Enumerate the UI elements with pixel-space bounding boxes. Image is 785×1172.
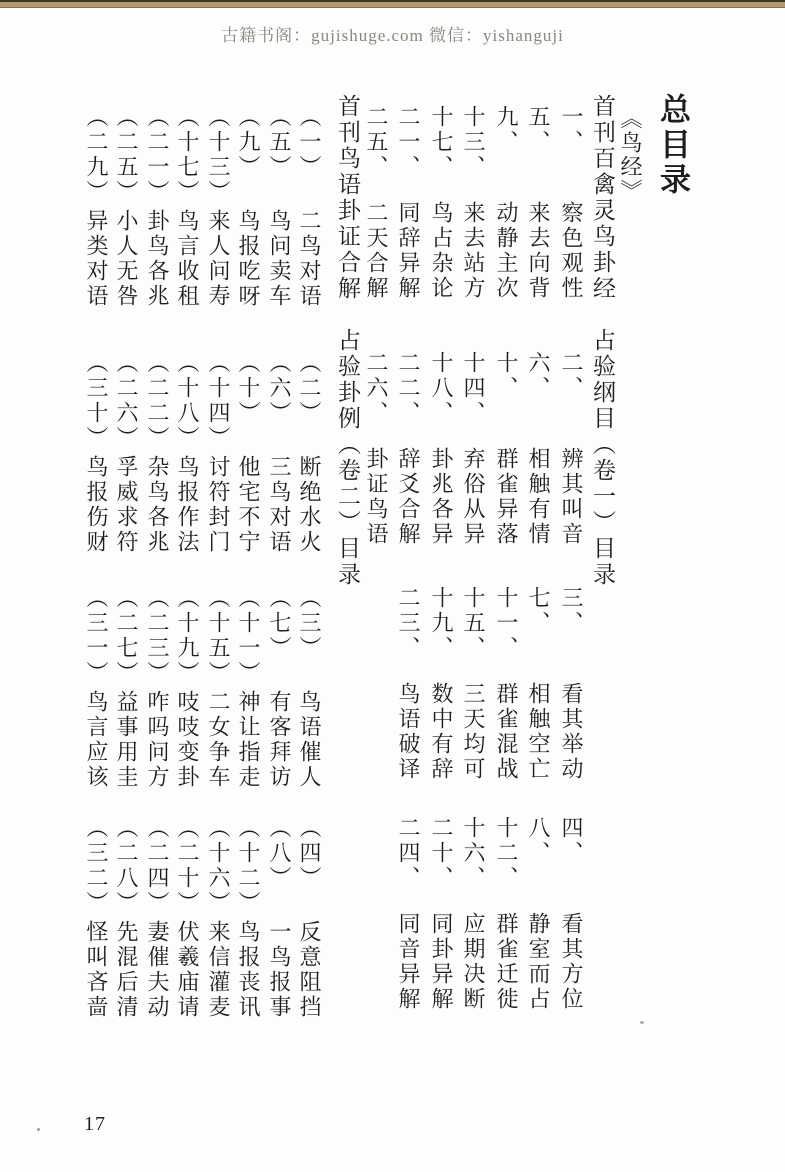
- entry-number: 二一、: [396, 105, 421, 180]
- entry-number: （二九）: [84, 105, 109, 205]
- entry-number: 一、: [559, 105, 584, 155]
- toc-entry: [172, 586, 203, 790]
- entry-number: 二二、: [396, 351, 421, 426]
- entry-number: 四、: [559, 816, 584, 866]
- entry-number: （二七）: [114, 586, 139, 686]
- toc-entry: [203, 816, 234, 1020]
- ink-speck: [37, 1128, 40, 1131]
- entry-title: 卦鸟各兆: [145, 209, 170, 309]
- toc-entry: [142, 816, 173, 1020]
- entry-number: 五、: [526, 105, 551, 155]
- entry-number: （九）: [236, 105, 261, 180]
- toc-entry: [111, 105, 142, 309]
- toc-entry: [523, 105, 554, 301]
- toc-entry: [142, 105, 173, 309]
- entry-title: 来去向背: [526, 201, 551, 301]
- entry-title: 群雀迁徙: [494, 912, 519, 1012]
- entry-title: 数中有辞: [429, 682, 454, 782]
- entry-number: 七、: [526, 586, 551, 636]
- entry-number: （二八）: [114, 816, 139, 916]
- entry-number: （二十）: [175, 816, 200, 916]
- entry-title: 静室而占: [526, 912, 551, 1012]
- entry-title: 鸟言收租: [175, 209, 200, 309]
- entry-number: 十七、: [429, 105, 454, 180]
- entry-title: 神让指走: [236, 690, 261, 790]
- entry-number: （五）: [267, 105, 292, 180]
- entry-title: 吱吱变卦: [175, 690, 200, 790]
- entry-number: （二一）: [145, 105, 170, 205]
- entry-number: （十七）: [175, 105, 200, 205]
- entry-number: 十九、: [429, 586, 454, 661]
- entry-title: 察色观性: [559, 201, 584, 301]
- entry-number: 六、: [526, 351, 551, 401]
- entry-number: （七）: [267, 586, 292, 661]
- toc-entry: [556, 816, 587, 1012]
- entry-number: （二五）: [114, 105, 139, 205]
- toc-entry: [81, 105, 112, 309]
- entry-number: （十三）: [206, 105, 231, 205]
- entry-title: 小人无咎: [114, 209, 139, 309]
- toc-entry: [203, 586, 234, 790]
- page-top-border: [0, 0, 785, 8]
- toc-entry: [111, 351, 142, 555]
- entry-title: 咋吗问方: [145, 690, 170, 790]
- entry-title: 鸟报丧讯: [236, 920, 261, 1020]
- book-title: 《鸟经》: [618, 107, 643, 203]
- entry-title: 二天合解: [364, 201, 389, 301]
- entry-title: 妻催夫动: [145, 920, 170, 1020]
- toc-entry: [556, 586, 587, 782]
- entry-title: 来信灌麦: [206, 920, 231, 1020]
- entry-title: 鸟语催人: [297, 690, 322, 790]
- toc-entry: [233, 816, 264, 1020]
- entry-title: 孚威求符: [114, 455, 139, 555]
- entry-title: 鸟报伤财: [84, 455, 109, 555]
- toc-entry: [233, 586, 264, 790]
- toc-entry: [142, 351, 173, 555]
- entry-title: 三天均可: [461, 682, 486, 782]
- entry-number: 十二、: [494, 816, 519, 891]
- entry-number: 十六、: [461, 816, 486, 891]
- watermark-header: 古籍书阁：gujishuge.com 微信：yishanguji: [221, 26, 564, 45]
- toc-entry: [172, 816, 203, 1020]
- entry-number: （六）: [267, 351, 292, 426]
- entry-number: 十三、: [461, 105, 486, 180]
- entry-title: 讨符封门: [206, 455, 231, 555]
- toc-entry: [361, 105, 392, 301]
- toc-entry: [172, 351, 203, 555]
- toc-entry: [426, 586, 457, 782]
- toc-entry: [426, 105, 457, 301]
- entry-number: （四）: [297, 816, 322, 891]
- toc-entry: [491, 586, 522, 782]
- entry-number: （十九）: [175, 586, 200, 686]
- entry-number: （一）: [297, 105, 322, 180]
- entry-number: 二十、: [429, 816, 454, 891]
- entry-number: （三十）: [84, 351, 109, 451]
- toc-entry: [294, 105, 325, 309]
- entry-number: （十一）: [236, 586, 261, 686]
- entry-title: 卦兆各异: [429, 447, 454, 547]
- entry-title: 异类对语: [84, 209, 109, 309]
- toc-entry: [426, 351, 457, 547]
- entry-number: （十四）: [206, 351, 231, 451]
- entry-title: 辨其叫音: [559, 447, 584, 547]
- entry-title: 群雀异落: [494, 447, 519, 547]
- entry-title: 断绝水火: [297, 455, 322, 555]
- entry-title: 动静主次: [494, 201, 519, 301]
- page-number: 17: [84, 1113, 106, 1135]
- entry-number: 十一、: [494, 586, 519, 661]
- toc-entry: [81, 351, 112, 555]
- entry-title: 鸟问卖车: [267, 209, 292, 309]
- entry-title: 来去站方: [461, 201, 486, 301]
- ink-speck: [640, 1021, 644, 1024]
- entry-number: （二）: [297, 351, 322, 426]
- entry-title: 同音异解: [396, 912, 421, 1012]
- toc-entry: [111, 816, 142, 1020]
- entry-title: 鸟占杂论: [429, 201, 454, 301]
- toc-entry: [111, 586, 142, 790]
- toc-title: 总目录: [655, 93, 690, 198]
- entry-title: 三鸟对语: [267, 455, 292, 555]
- toc-entry: [361, 351, 392, 547]
- entry-number: （十六）: [206, 816, 231, 916]
- entry-number: 十八、: [429, 351, 454, 426]
- entry-title: 反意阻挡: [297, 920, 322, 1020]
- toc-entry: [142, 586, 173, 790]
- entry-number: 二四、: [396, 816, 421, 891]
- toc-entry: [523, 351, 554, 547]
- entry-title: 益事用圭: [114, 690, 139, 790]
- toc-entry: [426, 816, 457, 1012]
- toc-entry: [203, 105, 234, 309]
- entry-title: 鸟言应该: [84, 690, 109, 790]
- toc-entry: [233, 351, 264, 555]
- entry-number: （十）: [236, 351, 261, 426]
- toc-entry: [458, 586, 489, 782]
- entry-number: 十五、: [461, 586, 486, 661]
- toc-entry: [491, 105, 522, 301]
- entry-number: （二四）: [145, 816, 170, 916]
- toc-entry: [491, 816, 522, 1012]
- entry-number: 十四、: [461, 351, 486, 426]
- entry-title: 有客拜访: [267, 690, 292, 790]
- entry-number: 二三、: [396, 586, 421, 661]
- entry-title: 来人问寿: [206, 209, 231, 309]
- toc-entry: [203, 351, 234, 555]
- toc-entry: [393, 351, 424, 547]
- toc-entry: [264, 816, 295, 1020]
- toc-entry: [458, 816, 489, 1012]
- entry-title: 同辞异解: [396, 201, 421, 301]
- entry-number: 九、: [494, 105, 519, 155]
- entry-number: （二二）: [145, 351, 170, 451]
- entry-title: 应期决断: [461, 912, 486, 1012]
- toc-entry: [294, 586, 325, 790]
- entry-title: 鸟报吃呀: [236, 209, 261, 309]
- toc-entry: [491, 351, 522, 547]
- toc-entry: [294, 351, 325, 555]
- entry-title: 鸟报作法: [175, 455, 200, 555]
- section2-heading: 首刊鸟语卦证合解 占验卦例（卷二）目录: [335, 94, 360, 588]
- toc-entry: [233, 105, 264, 309]
- entry-title: 怪叫吝啬: [84, 920, 109, 1020]
- entry-title: 看其方位: [559, 912, 584, 1012]
- entry-title: 二女争车: [206, 690, 231, 790]
- toc-entry: [393, 586, 424, 782]
- toc-entry: [523, 816, 554, 1012]
- toc-entry: [556, 105, 587, 301]
- entry-number: （八）: [267, 816, 292, 891]
- entry-title: 一鸟报事: [267, 920, 292, 1020]
- entry-number: （十五）: [206, 586, 231, 686]
- toc-entry: [294, 816, 325, 1020]
- toc-entry: [172, 105, 203, 309]
- toc-entry: [458, 105, 489, 301]
- entry-number: （三一）: [84, 586, 109, 686]
- entry-title: 辞爻合解: [396, 447, 421, 547]
- entry-number: （二三）: [145, 586, 170, 686]
- entry-number: 八、: [526, 816, 551, 866]
- toc-entry: [458, 351, 489, 547]
- toc-entry: [523, 586, 554, 782]
- entry-title: 二鸟对语: [297, 209, 322, 309]
- entry-title: 同卦异解: [429, 912, 454, 1012]
- entry-title: 群雀混战: [494, 682, 519, 782]
- entry-title: 先混后清: [114, 920, 139, 1020]
- entry-title: 卦证鸟语: [364, 447, 389, 547]
- entry-number: 二、: [559, 351, 584, 401]
- entry-title: 弃俗从异: [461, 447, 486, 547]
- toc-entry: [264, 586, 295, 790]
- entry-title: 杂鸟各兆: [145, 455, 170, 555]
- entry-title: 鸟语破译: [396, 682, 421, 782]
- entry-number: 二五、: [364, 105, 389, 180]
- toc-entry: [264, 105, 295, 309]
- section1-heading: 首刊百禽灵鸟卦经 占验纲目（卷一）目录: [590, 94, 615, 588]
- toc-entry: [81, 586, 112, 790]
- entry-number: 二六、: [364, 351, 389, 426]
- toc-entry: [393, 816, 424, 1012]
- entry-number: （三）: [297, 586, 322, 661]
- toc-entry: [264, 351, 295, 555]
- entry-number: （十八）: [175, 351, 200, 451]
- entry-title: 伏羲庙请: [175, 920, 200, 1020]
- entry-title: 他宅不宁: [236, 455, 261, 555]
- entry-title: 相触有情: [526, 447, 551, 547]
- toc-entry: [81, 816, 112, 1020]
- toc-entry: [393, 105, 424, 301]
- entry-number: （二六）: [114, 351, 139, 451]
- entry-number: （十二）: [236, 816, 261, 916]
- entry-number: 十、: [494, 351, 519, 401]
- entry-title: 看其举动: [559, 682, 584, 782]
- entry-number: 三、: [559, 586, 584, 636]
- toc-entry: [556, 351, 587, 547]
- entry-title: 相触空亡: [526, 682, 551, 782]
- entry-number: （三二）: [84, 816, 109, 916]
